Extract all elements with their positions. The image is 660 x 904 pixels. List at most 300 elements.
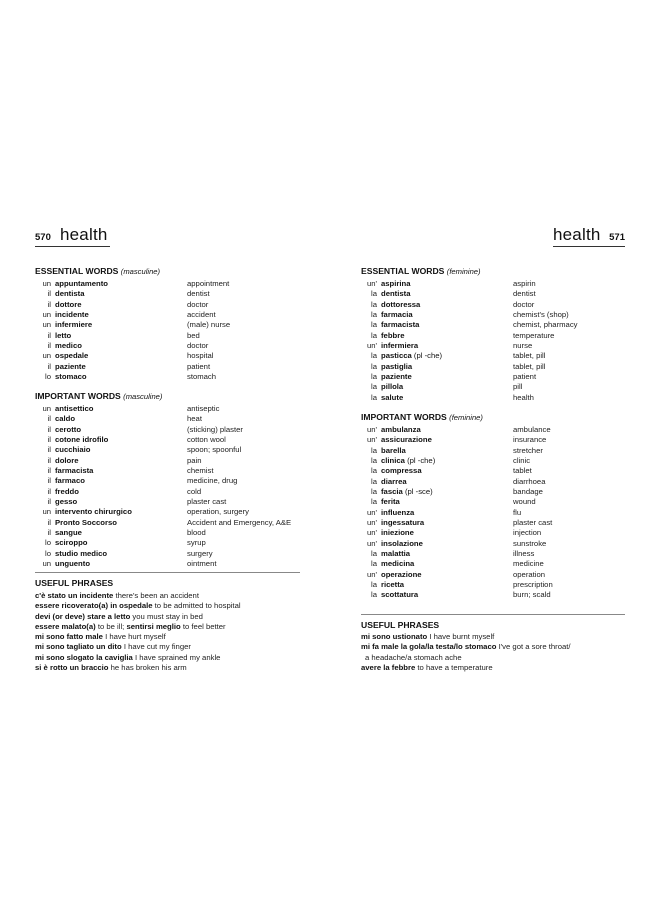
phrase-italian: devi (or deve) stare a letto [35, 611, 131, 621]
article: la [371, 590, 377, 600]
italian-word [55, 320, 92, 330]
english-translation: appointment [187, 279, 230, 288]
english-translation: prescription [513, 579, 553, 589]
vocab-row [361, 580, 625, 590]
english-translation: hospital [187, 351, 214, 361]
italian-word-text: dottore [55, 299, 82, 309]
phrase-italian: c'è stato un incidente [35, 591, 114, 600]
english-translation: patient [187, 361, 211, 371]
english-translation: medicine, drug [187, 476, 238, 486]
phrase-line [35, 663, 241, 673]
italian-word-text: malattia [381, 548, 411, 558]
italian-word-text: paziente [55, 361, 86, 371]
vocab-row [361, 508, 625, 518]
italian-word-text: iniezione [381, 528, 414, 538]
italian-word-text: ambulanza [381, 425, 421, 434]
italian-word [55, 435, 108, 445]
article: un' [366, 528, 377, 538]
vocab-row [361, 435, 625, 445]
italian-word [381, 320, 419, 330]
italian-word [381, 497, 400, 507]
left-phrases-heading: USEFUL PHRASES [35, 578, 114, 588]
vocab-row [35, 466, 300, 476]
english-translation: pain [187, 455, 202, 465]
vocab-row [35, 476, 300, 486]
italian-word-text: clinica [381, 455, 405, 465]
italian-word [55, 404, 93, 414]
vocab-row [361, 372, 625, 382]
italian-word [55, 476, 85, 486]
english-translation: stretcher [513, 445, 543, 455]
english-translation: tablet [513, 466, 532, 476]
right-phrases-heading: USEFUL PHRASES [361, 620, 440, 630]
italian-word-text: medico [55, 340, 82, 350]
italian-word [55, 425, 81, 435]
right-important-list [361, 425, 625, 601]
vocab-row [361, 279, 625, 289]
italian-word-text: sangue [55, 527, 82, 537]
article: la [371, 361, 377, 371]
phrase-italian: avere la febbre [361, 662, 416, 672]
english-translation: plaster cast [187, 496, 227, 506]
vocab-row [361, 289, 625, 299]
italian-word-text: salute [381, 392, 404, 402]
article: lo [45, 548, 51, 558]
italian-word [55, 279, 108, 289]
article: la [371, 548, 377, 558]
italian-word-text: intervento chirurgico [55, 507, 132, 517]
italian-word-text: appuntamento [55, 279, 108, 288]
english-translation: surgery [187, 548, 213, 558]
right-page-number: 571 [609, 232, 625, 243]
italian-word [55, 487, 79, 497]
italian-word-text: incidente [55, 309, 89, 319]
article: la [371, 289, 377, 299]
article: lo [45, 371, 51, 381]
english-translation: (male) nurse [187, 320, 231, 330]
phrase-english: I have burnt myself [429, 632, 495, 641]
article: il [47, 527, 51, 537]
article: il [47, 424, 51, 434]
english-translation: flu [513, 507, 522, 517]
italian-word [55, 362, 86, 372]
phrase-italian: mi sono fatto male [35, 632, 103, 642]
vocab-row [361, 590, 625, 600]
phrase-italian: essere ricoverato(a) in ospedale [35, 601, 153, 611]
left-essential-list [35, 279, 300, 382]
phrase-english: I have hurt myself [105, 632, 166, 642]
english-translation: doctor [187, 340, 209, 350]
italian-word-text: dolore [55, 455, 79, 465]
italian-word-text: farmacista [55, 465, 94, 475]
right-important-heading: IMPORTANT WORDS (feminine) [361, 412, 483, 422]
vocab-row [361, 559, 625, 569]
italian-word [381, 289, 410, 299]
italian-word-text: letto [55, 330, 72, 340]
italian-word [381, 487, 433, 497]
left-page-number: 570 [35, 232, 51, 243]
article: un' [366, 340, 377, 350]
italian-word-text: farmacia [381, 309, 413, 319]
vocab-row [35, 341, 300, 351]
phrase-english: I have cut my finger [123, 642, 191, 652]
italian-word [381, 570, 422, 580]
phrase-line [35, 591, 241, 601]
left-important-list [35, 404, 300, 569]
article: il [47, 517, 51, 527]
vocab-row [35, 372, 300, 382]
italian-word [55, 559, 90, 569]
english-translation: chemist, pharmacy [513, 320, 578, 330]
vocab-row [35, 404, 300, 414]
italian-word-text: pillola [381, 382, 404, 392]
phrase-italian: essere malato(a) [35, 621, 96, 631]
italian-word [381, 351, 442, 361]
italian-word [55, 289, 84, 299]
right-page-title: health [553, 225, 601, 244]
article: la [371, 466, 377, 476]
italian-word-text: sciroppo [55, 538, 88, 548]
english-translation: blood [187, 527, 206, 537]
phrase-italian: sentirsi meglio [126, 621, 181, 631]
vocab-row [35, 507, 300, 517]
italian-word [55, 538, 87, 548]
phrase-line [35, 653, 241, 663]
italian-word [381, 477, 407, 487]
english-translation: bandage [513, 486, 543, 496]
phrase-line [35, 622, 241, 632]
english-translation: chemist [187, 465, 214, 475]
article: la [371, 309, 377, 319]
italian-word-text: ferita [381, 497, 400, 507]
article: un [42, 351, 51, 361]
article: un [42, 507, 51, 517]
vocab-row [361, 331, 625, 341]
phrase-italian: mi sono tagliato un dito [35, 642, 122, 652]
italian-word-text: ospedale [55, 351, 89, 361]
english-translation: operation [513, 569, 546, 579]
vocab-row [361, 351, 625, 361]
italian-word-text: studio medico [55, 548, 108, 558]
article: la [371, 455, 377, 465]
vocab-row [35, 549, 300, 559]
italian-word-text: scottatura [381, 590, 419, 600]
english-translation: pill [513, 382, 523, 392]
italian-word-text: stomaco [55, 371, 87, 381]
english-translation: wound [513, 497, 536, 507]
left-important-heading: IMPORTANT WORDS (masculine) [35, 391, 163, 401]
italian-word-text: antisettico [55, 404, 94, 413]
vocab-row [361, 320, 625, 330]
italian-word [55, 549, 107, 559]
phrase-english: he has broken his arm [110, 663, 187, 673]
vocab-row [35, 300, 300, 310]
article: la [371, 559, 377, 569]
vocab-row [35, 414, 300, 424]
italian-word-text: febbre [381, 330, 405, 340]
english-translation: clinic [513, 455, 531, 465]
italian-word [55, 507, 132, 517]
italian-word-text: compressa [381, 466, 422, 476]
left-essential-heading: ESSENTIAL WORDS (masculine) [35, 266, 161, 276]
vocab-row [361, 310, 625, 320]
english-translation: diarrhoea [513, 476, 546, 486]
italian-word [55, 445, 90, 455]
italian-word [381, 300, 420, 310]
italian-word [381, 279, 410, 289]
english-translation: medicine [513, 559, 544, 569]
italian-word [381, 539, 423, 549]
article: la [371, 351, 377, 361]
italian-word [55, 331, 71, 341]
english-translation: ambulance [513, 425, 551, 434]
english-translation: injection [513, 528, 542, 538]
article: la [371, 392, 377, 402]
vocab-row [35, 362, 300, 372]
italian-word-text: aspirina [381, 279, 411, 288]
article: il [47, 299, 51, 309]
italian-word [381, 331, 405, 341]
phrase-line [361, 663, 571, 673]
plural-note: (pl -che) [413, 351, 443, 361]
left-page-title: health [60, 225, 108, 244]
italian-word-text: dentista [55, 289, 85, 299]
italian-word [55, 351, 88, 361]
italian-word-text: paziente [381, 371, 412, 381]
italian-word [55, 528, 82, 538]
article: il [47, 476, 51, 486]
english-translation: (sticking) plaster [187, 424, 243, 434]
italian-word [381, 559, 414, 569]
english-translation: patient [513, 371, 537, 381]
english-translation: doctor [513, 299, 535, 309]
italian-word-text: dottoressa [381, 299, 421, 309]
article: il [47, 465, 51, 475]
english-translation: Accident and Emergency, A&E [187, 517, 292, 527]
article: un' [366, 435, 377, 445]
phrase-english: there's been an accident [115, 591, 199, 600]
phrase-italian: mi sono slogato la caviglia [35, 652, 133, 662]
phrase-line [361, 642, 571, 652]
vocab-row [35, 279, 300, 289]
phrase-english: you must stay in bed [132, 611, 203, 621]
italian-word-text: pasticca [381, 351, 412, 361]
article: la [371, 299, 377, 309]
vocab-row [35, 538, 300, 548]
italian-word-text: freddo [55, 486, 79, 496]
vocab-row [361, 425, 625, 435]
vocab-row [361, 518, 625, 528]
english-translation: tablet, pill [513, 361, 546, 371]
vocab-row [35, 445, 300, 455]
right-page-header [553, 224, 625, 247]
article: un' [366, 517, 377, 527]
english-translation: health [513, 392, 534, 402]
italian-word-text: infermiere [55, 320, 93, 330]
italian-word [381, 341, 418, 351]
vocab-row [35, 310, 300, 320]
phrase-line [361, 653, 571, 663]
italian-word [55, 466, 93, 476]
english-translation: operation, surgery [187, 507, 249, 517]
article: il [47, 340, 51, 350]
italian-word [381, 372, 412, 382]
english-translation: antiseptic [187, 404, 220, 413]
italian-word-text: ingessatura [381, 517, 425, 527]
vocab-row [361, 549, 625, 559]
vocab-row [361, 487, 625, 497]
vocab-row [35, 487, 300, 497]
article: la [371, 371, 377, 381]
italian-word [381, 425, 421, 435]
italian-word [381, 362, 412, 372]
phrase-line [35, 612, 241, 622]
italian-word [381, 549, 410, 559]
italian-word [381, 446, 406, 456]
right-essential-heading: ESSENTIAL WORDS (feminine) [361, 266, 481, 276]
english-translation: accident [187, 309, 216, 319]
vocab-row [361, 362, 625, 372]
italian-word [381, 393, 403, 403]
article: il [47, 289, 51, 299]
italian-word [381, 310, 413, 320]
article: la [371, 476, 377, 486]
vocab-row [361, 466, 625, 476]
english-translation: insurance [513, 435, 547, 445]
left-page-header [35, 224, 110, 247]
vocab-row [361, 456, 625, 466]
english-translation: aspirin [513, 279, 536, 288]
italian-word-text: infermiera [381, 340, 419, 350]
article: un' [366, 425, 377, 434]
vocab-row [361, 497, 625, 507]
italian-word [55, 310, 89, 320]
article: un' [366, 569, 377, 579]
italian-word [381, 508, 414, 518]
italian-word-text: unguento [55, 558, 91, 568]
article: la [371, 579, 377, 589]
italian-word [381, 435, 432, 445]
english-translation: stomach [187, 371, 217, 381]
phrase-line [361, 632, 571, 642]
italian-word-text: influenza [381, 507, 415, 517]
phrase-english: to have a temperature [417, 662, 493, 672]
vocab-row [35, 351, 300, 361]
italian-word [381, 456, 435, 466]
vocab-row [35, 289, 300, 299]
phrase-line [35, 642, 241, 652]
italian-word-text: farmaco [55, 476, 85, 486]
phrase-line [35, 632, 241, 642]
english-translation: illness [513, 548, 535, 558]
italian-word-text: assicurazione [381, 435, 432, 445]
article: un' [366, 538, 377, 548]
italian-word [55, 300, 81, 310]
italian-word-text: caldo [55, 414, 76, 424]
phrase-english: to be admitted to hospital [154, 601, 241, 611]
right-phrases [361, 632, 571, 673]
english-translation: sunstroke [513, 538, 547, 548]
english-translation: doctor [187, 299, 209, 309]
italian-word [381, 382, 403, 392]
italian-word [381, 466, 422, 476]
vocab-row [361, 382, 625, 392]
article: un [42, 320, 51, 330]
article: la [371, 445, 377, 455]
article: un' [366, 507, 377, 517]
italian-word-text: Pronto Soccorso [55, 517, 117, 527]
vocab-row [35, 331, 300, 341]
vocab-row [35, 320, 300, 330]
vocab-row [35, 528, 300, 538]
vocab-row [35, 456, 300, 466]
italian-word-text: ricetta [381, 579, 405, 589]
phrase-english: to be ill; [97, 621, 125, 631]
english-translation: temperature [513, 330, 555, 340]
italian-word-text: fascia [381, 486, 403, 496]
vocab-row [361, 300, 625, 310]
vocab-row [35, 518, 300, 528]
italian-word-text: pastiglia [381, 361, 413, 371]
english-translation: bed [187, 330, 200, 340]
italian-word [381, 590, 418, 600]
phrase-english: to feel better [182, 621, 226, 631]
article: il [47, 496, 51, 506]
italian-word [55, 497, 77, 507]
italian-word [381, 580, 404, 590]
article: il [47, 455, 51, 465]
italian-word [381, 528, 414, 538]
right-divider [361, 614, 625, 615]
article: la [371, 320, 377, 330]
phrase-english: I have sprained my ankle [134, 652, 221, 662]
plural-note: (pl -che) [407, 455, 436, 465]
italian-word [381, 518, 424, 528]
phrase-italian: si è rotto un braccio [35, 663, 109, 673]
vocab-row [361, 539, 625, 549]
article: lo [45, 538, 51, 548]
english-translation: heat [187, 414, 202, 424]
italian-word [55, 456, 79, 466]
vocab-row [361, 477, 625, 487]
phrase-line [35, 601, 241, 611]
italian-word-text: farmacista [381, 320, 420, 330]
article: un [42, 404, 51, 413]
english-translation: cold [187, 486, 202, 496]
phrase-english: I've got a sore throat/ [498, 642, 571, 652]
article: un [42, 279, 51, 288]
vocab-row [361, 393, 625, 403]
vocab-row [361, 528, 625, 538]
italian-word-text: operazione [381, 569, 422, 579]
vocab-row [35, 497, 300, 507]
italian-word-text: barella [381, 445, 406, 455]
italian-word-text: diarrea [381, 476, 407, 486]
article: la [371, 382, 377, 392]
vocab-row [361, 570, 625, 580]
english-translation: chemist's (shop) [513, 309, 569, 319]
english-translation: tablet, pill [513, 351, 546, 361]
english-translation: nurse [513, 340, 533, 350]
article: il [47, 414, 51, 424]
article: il [47, 330, 51, 340]
english-translation: dentist [187, 289, 210, 299]
english-translation: ointment [187, 558, 217, 568]
article: la [371, 497, 377, 507]
article: il [47, 486, 51, 496]
article: un [42, 309, 51, 319]
italian-word-text: gesso [55, 496, 78, 506]
